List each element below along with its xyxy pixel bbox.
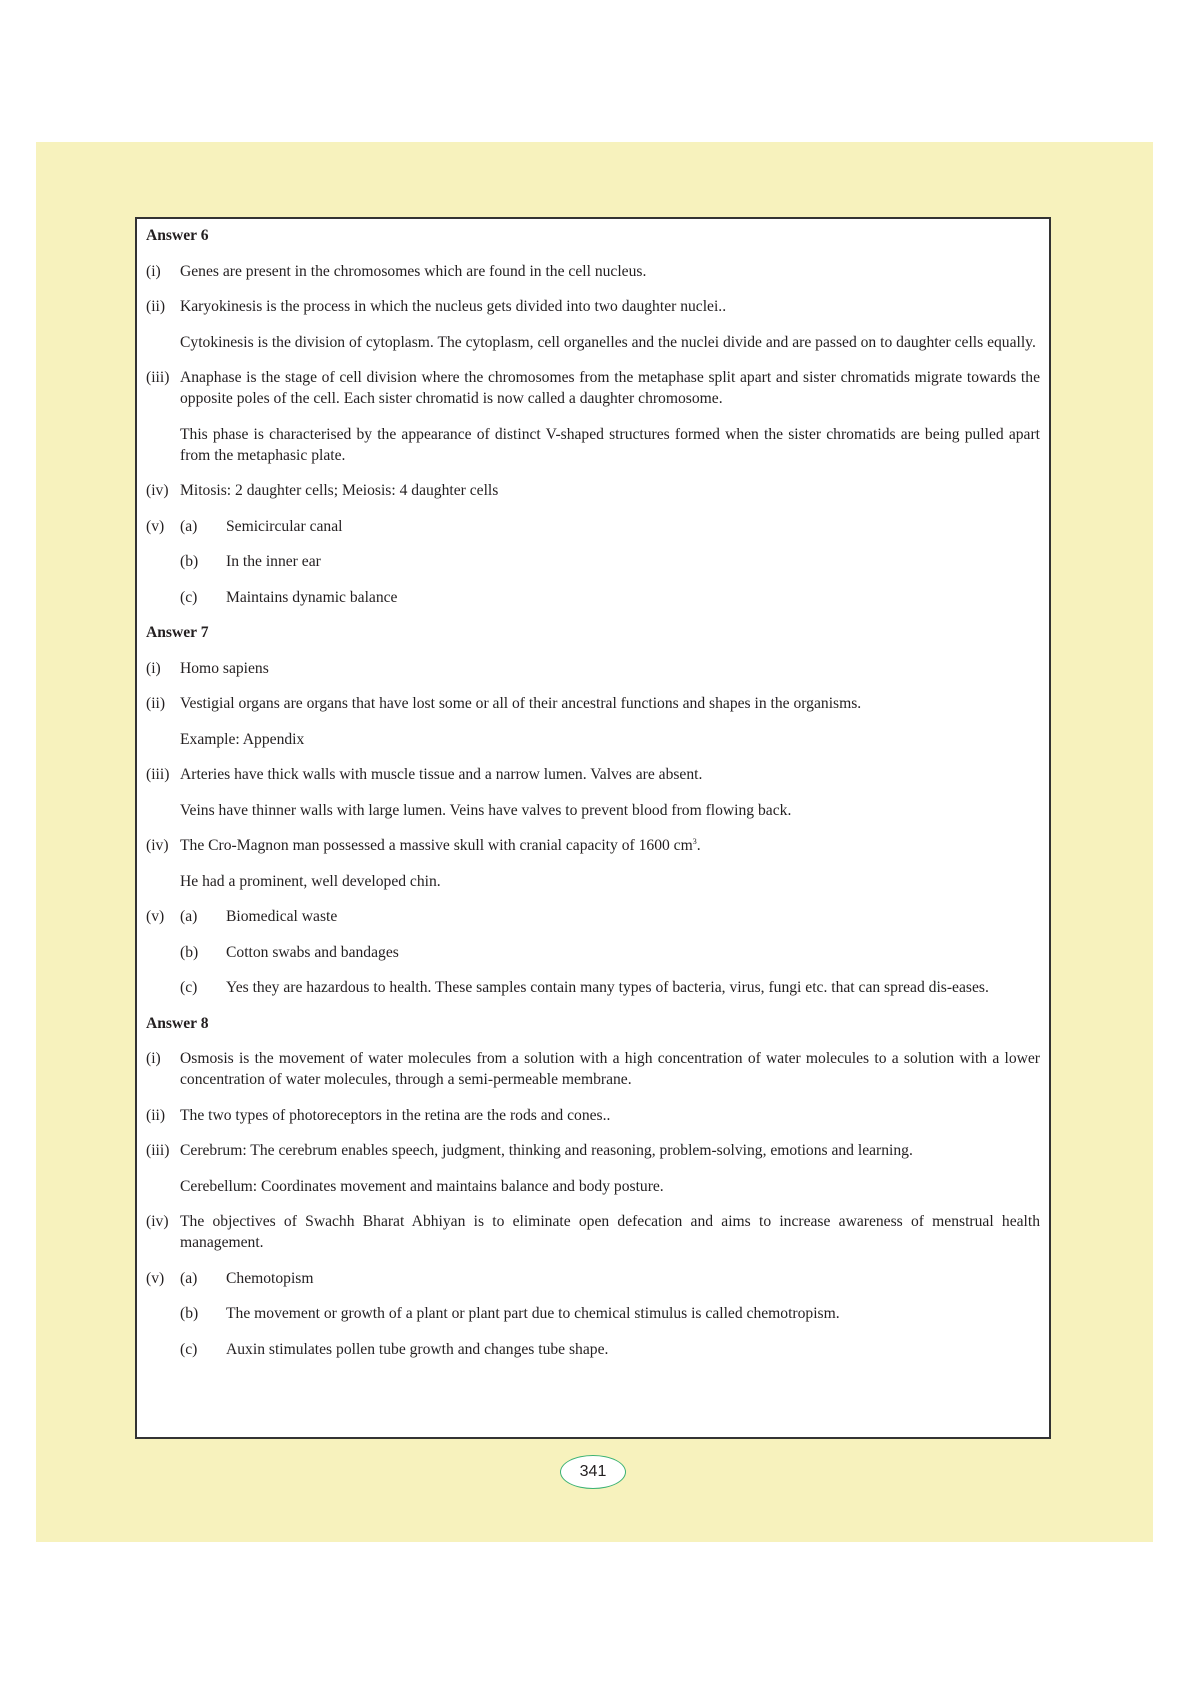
item-text: Yes they are hazardous to health. These samples contain many types of bacteria, virus, fungi etc. that can spread dis-eases. (226, 979, 989, 996)
answer-heading: Answer 6 (146, 227, 209, 244)
sub-item-label: (b) (180, 553, 199, 570)
sub-item-label: (b) (180, 1305, 199, 1322)
item-label: (v) (146, 517, 165, 535)
item-text: Arteries have thick walls with muscle tissue and a narrow lumen. Valves are absent. (180, 766, 703, 783)
answer-item (146, 977, 1040, 998)
answer-item (146, 1176, 1040, 1197)
item-text: Cerebrum: The cerebrum enables speech, judgment, thinking and reasoning, problem-solving, emotions and learning. (180, 1142, 913, 1159)
item-text: Cerebellum: Coordinates movement and maintains balance and body posture. (180, 1177, 664, 1195)
answer-item (146, 729, 1040, 750)
answer-item (146, 1140, 1040, 1161)
item-label: (iii) (146, 369, 170, 386)
answer-item (146, 424, 1040, 466)
item-text: Homo sapiens (180, 659, 269, 677)
item-text: Cytokinesis is the division of cytoplasm. The cytoplasm, cell organelles and the nuclei divide and are passed on to daughter cells equally. (180, 333, 1036, 351)
answer-heading: Answer 7 (146, 624, 209, 641)
item-text: Mitosis: 2 daughter cells; Meiosis: 4 daughter cells (180, 482, 499, 499)
item-text: Anaphase is the stage of cell division where the chromosomes from the metaphase split apart and sister chromatids migrate towards the opposite poles of the cell. Each sister chromatid is now called a daughter chromosome. (180, 369, 1040, 407)
answer-item (146, 296, 1040, 317)
item-text: Veins have thinner walls with large lumen. Veins have valves to prevent blood from flowing back. (180, 801, 792, 819)
answer-item (146, 516, 1040, 537)
sub-item-label: (a) (180, 517, 198, 535)
answer-item (146, 587, 1040, 608)
sub-item-label: (a) (180, 1269, 198, 1287)
item-label: (v) (146, 908, 165, 925)
item-label: (ii) (146, 298, 166, 315)
answer-item (146, 1339, 1040, 1360)
item-label: (iii) (146, 1142, 170, 1159)
item-text: The two types of photoreceptors in the retina are the rods and cones.. (180, 1106, 611, 1124)
item-text: Semicircular canal (226, 517, 343, 535)
answer-heading: Answer 8 (146, 1014, 209, 1032)
answer-item (146, 1105, 1040, 1126)
item-label: (ii) (146, 1106, 166, 1124)
item-text: In the inner ear (226, 553, 321, 570)
item-label: (ii) (146, 695, 166, 712)
answer-item (146, 658, 1040, 679)
sub-item-label: (a) (180, 908, 198, 925)
item-label: (i) (146, 262, 161, 280)
item-text: The movement or growth of a plant or plant part due to chemical stimulus is called chemotropism. (226, 1305, 840, 1322)
page-number: 341 (560, 1455, 626, 1489)
answer-item (146, 942, 1040, 963)
answer-item (146, 551, 1040, 572)
item-label: (iv) (146, 1213, 169, 1230)
item-label: (i) (146, 1050, 161, 1067)
answer-item (146, 367, 1040, 409)
item-label: (v) (146, 1269, 165, 1287)
item-label: (iii) (146, 766, 170, 783)
item-text: Biomedical waste (226, 908, 338, 925)
answer-item (146, 835, 1040, 856)
item-text: Chemotopism (226, 1269, 314, 1287)
item-text: The Cro-Magnon man possessed a massive skull with cranial capacity of 1600 cm (180, 837, 693, 854)
answer-item (146, 261, 1040, 282)
answer-item (146, 332, 1040, 353)
answer-item (146, 693, 1040, 714)
item-text: Karyokinesis is the process in which the nucleus gets divided into two daughter nuclei.. (180, 298, 727, 315)
answer-item (146, 764, 1040, 785)
superscript: 3 (692, 836, 697, 846)
sub-item-label: (b) (180, 943, 199, 961)
sub-item-label: (c) (180, 1340, 198, 1358)
item-text: Genes are present in the chromosomes which are found in the cell nucleus. (180, 262, 647, 280)
answer-item (146, 800, 1040, 821)
answer-item (146, 1303, 1040, 1324)
item-text: He had a prominent, well developed chin. (180, 872, 441, 890)
answer-item (146, 480, 1040, 501)
item-label: (iv) (146, 837, 169, 854)
item-label: (i) (146, 659, 161, 677)
answer-item (146, 1048, 1040, 1090)
item-text: Osmosis is the movement of water molecules from a solution with a high concentration of water molecules to a solution with a lower concentration of water molecules, through a semi-permeable membrane. (180, 1050, 1040, 1088)
item-text: Vestigial organs are organs that have lost some or all of their ancestral functions and shapes in the organisms. (180, 695, 862, 712)
sub-item-label: (c) (180, 588, 198, 606)
item-label: (iv) (146, 482, 169, 499)
sub-item-label: (c) (180, 979, 198, 996)
answers-box (135, 217, 1051, 1439)
item-text: Cotton swabs and bandages (226, 943, 399, 961)
answer-item (146, 906, 1040, 927)
item-text: Maintains dynamic balance (226, 588, 398, 606)
answer-item (146, 1211, 1040, 1253)
item-text-end: . (696, 837, 701, 854)
item-text: The objectives of Swachh Bharat Abhiyan is to eliminate open defecation and aims to increase awareness of menstrual health management. (180, 1213, 1040, 1251)
item-text: Example: Appendix (180, 730, 305, 748)
item-text: Auxin stimulates pollen tube growth and changes tube shape. (226, 1340, 609, 1358)
answer-item (146, 1268, 1040, 1289)
item-text: This phase is characterised by the appearance of distinct V-shaped structures formed when the sister chromatids are being pulled apart from the metaphasic plate. (180, 425, 1040, 464)
answer-item (146, 871, 1040, 892)
